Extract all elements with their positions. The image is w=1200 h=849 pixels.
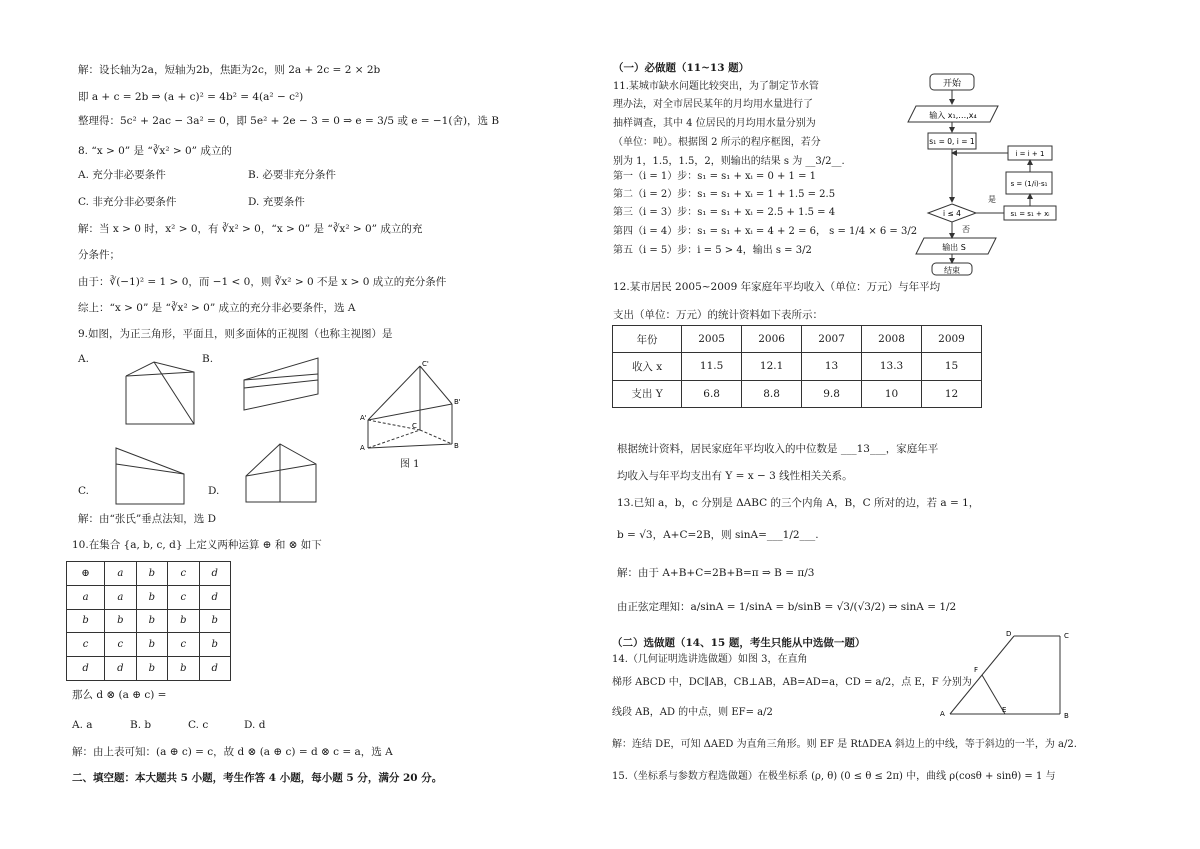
required-section-heading: （一）必做题（11~13 题） [613,62,750,74]
q12-line-2: 支出（单位：万元）的统计资料如下表所示： [613,309,823,321]
stat-cell: 6.8 [682,380,742,407]
op-cell: a [105,585,136,609]
q11-step-2: 第二（i = 2）步：s₁ = s₁ + xᵢ = 1 + 1.5 = 2.5 [613,189,836,200]
flow-inc: i = i + 1 [1015,150,1045,158]
q11-step-1: 第一（i = 1）步：s₁ = s₁ + xᵢ = 0 + 1 = 1 [613,171,816,182]
q9-label-b: B. [202,353,214,365]
stat-header-cell: 年份 [613,326,682,353]
table-row [67,633,231,657]
trapezoid-figure [938,628,1078,724]
table-row [613,380,982,407]
q12-solution-2: 均收入与年平均支出有 Y = x − 3 线性相关关系。 [617,470,853,482]
view-option-a [124,360,196,428]
stat-cell: 8.8 [742,380,802,407]
view-option-b [242,354,322,414]
op-cell: c [105,633,136,657]
op-cell: c [168,633,199,657]
q8-option-b: B. 必要非充分条件 [248,169,336,181]
op-cell: b [199,633,230,657]
q13-solution-1: 解：由于 A+B+C=2B+B=π ⇒ B = π/3 [617,567,815,579]
optional-section-heading: （二）选做题（14、15 题，考生只能从中选做一题） [612,637,866,649]
flow-calc: s = (1/i)·s₁ [1010,180,1048,188]
q14-solution: 解：连结 DE，可知 ΔAED 为直角三角形。则 EF 是 RtΔDEA 斜边上的中线，等于斜边的一半，为 a/2. [612,739,1077,750]
flow-output: 输出 S [942,243,966,252]
op-cell: b [136,609,167,633]
table-row [613,326,982,353]
stat-cell: 10 [862,380,922,407]
stat-header-cell: 2009 [922,326,982,353]
table-row [67,585,231,609]
op-header-cell: d [199,562,230,586]
trap-label-f: F [974,666,979,674]
op-header-cell: ⊕ [67,562,105,586]
figure-1-caption: 图 1 [400,459,420,470]
q12-solution-1: 根据统计资料，居民家庭年平均收入的中位数是 ___13___，家庭年平 [617,443,939,455]
op-cell: a [67,585,105,609]
stat-cell: 支出 Y [613,380,682,407]
flow-end: 结束 [944,266,960,275]
q10-option-d: D. d [244,719,266,731]
q8-solution-1: 解：当 x > 0 时，x² > 0，有 ∛x² > 0，“x > 0” 是 “∛x² > 0” 成立的充 [78,223,423,235]
q14-line-2: 梯形 ABCD 中，DC∥AB，CB⊥AB，AB=AD=a，CD = a/2，点 E，F 分别为 [612,677,972,688]
prism-label-b: B [454,442,459,450]
flow-no: 否 [962,225,970,234]
question-9: 9.如图，为正三角形，平面且，则多面体的正视图（也称主视图）是 [78,328,393,340]
prism-label-a1: A' [360,414,367,422]
flow-init: s₁ = 0, i = 1 [929,137,975,146]
trap-label-d: D [1006,630,1012,638]
op-cell: b [136,633,167,657]
op-header-cell: a [105,562,136,586]
prism-label-c1: C' [422,360,429,368]
prism-label-b1: B' [454,398,461,406]
q8-option-a: A. 充分非必要条件 [78,169,166,181]
view-option-c [114,444,188,506]
q9-label-c: C. [78,485,89,497]
q8-solution-3: 由于：∛(−1)² = 1 > 0，而 −1 < 0，则 ∛x² > 0 不是 x > 0 成立的充分条件 [78,276,447,288]
stat-cell: 13 [802,353,862,380]
q13-line-1: 13.已知 a，b，c 分别是 ΔABC 的三个内角 A，B，C 所对的边，若 a = 1， [617,497,980,509]
q10-solution: 解：由上表可知：(a ⊕ c) = c，故 d ⊗ (a ⊕ c) = d ⊗ c = a，选 A [72,746,393,758]
flow-input: 输入 x₁,…,x₄ [929,111,977,120]
stat-header-cell: 2006 [742,326,802,353]
stat-cell: 12.1 [742,353,802,380]
flowchart [900,70,1060,275]
stat-cell: 12 [922,380,982,407]
q14-line-3: 线段 AB，AD 的中点，则 EF= a/2 [612,707,773,718]
q11-step-4: 第四（i = 4）步：s₁ = s₁ + xᵢ = 4 + 2 = 6， s = 1/4 × 6 = 3/2 [613,226,918,237]
op-header-cell: c [168,562,199,586]
table-row [67,657,231,681]
q13-solution-2: 由正弦定理知：a/sinA = 1/sinA = b/sinB = √3/(√3/2) ⇒ sinA = 1/2 [617,601,957,613]
q11-line-5: 别为 1，1.5，1.5，2，则输出的结果 s 为 __3/2__. [613,156,845,167]
op-cell: b [199,609,230,633]
op-cell: c [168,585,199,609]
q12-line-1: 12.某市居民 2005~2009 年家庭年平均收入（单位：万元）与年平均 [613,281,941,293]
flow-start: 开始 [942,79,962,89]
q8-option-d: D. 充要条件 [248,196,305,208]
stat-cell: 13.3 [862,353,922,380]
prism-figure [360,360,460,456]
question-8: 8. “x > 0” 是 “∛x² > 0” 成立的 [78,145,232,157]
statistics-table [612,325,982,408]
q10-option-a: A. a [72,719,93,731]
op-cell: d [105,657,136,681]
q11-step-5: 第五（i = 5）步：i = 5 > 4，输出 s = 3/2 [613,245,812,256]
stat-header-cell: 2005 [682,326,742,353]
op-cell: b [67,609,105,633]
q11-line-3: 抽样调查，其中 4 位居民的月均用水量分别为 [613,118,816,129]
op-cell: b [105,609,136,633]
q9-label-a: A. [78,353,89,365]
prism-label-c: C [412,422,417,430]
q9-solution: 解：由“张氏”垂点法知，选 D [78,513,216,525]
stat-header-cell: 2008 [862,326,922,353]
stat-cell: 9.8 [802,380,862,407]
table-row [613,353,982,380]
op-cell: c [67,633,105,657]
trap-label-e: E [1002,706,1007,714]
q10-expression: 那么 d ⊗ (a ⊕ c) = [72,689,167,701]
q8-solution-2: 分条件； [78,249,120,261]
q8-solution-4: 综上：“x > 0” 是 “∛x² > 0” 成立的充分非必要条件，选 A [78,302,356,314]
question-10: 10.在集合 {a, b, c, d} 上定义两种运算 ⊕ 和 ⊗ 如下 [72,539,322,551]
solution-line-1: 解：设长轴为2a，短轴为2b，焦距为2c，则 2a + 2c = 2 × 2b [78,64,381,76]
op-cell: d [199,657,230,681]
op-cell: d [67,657,105,681]
q8-option-c: C. 非充分非必要条件 [78,196,177,208]
flow-cond: i ≤ 4 [943,209,961,218]
trap-label-b: B [1064,712,1069,720]
q10-option-c: C. c [188,719,209,731]
flow-acc: s₁ = s₁ + xᵢ [1010,210,1050,218]
op-header-cell: b [136,562,167,586]
op-cell: b [136,585,167,609]
q13-line-2: b = √3，A+C=2B，则 sinA=___1/2___. [617,529,819,541]
q11-line-4: （单位：吨）。根据图 2 所示的程序框图，若分 [613,137,821,148]
trap-label-a: A [940,710,945,718]
q11-step-3: 第三（i = 3）步：s₁ = s₁ + xᵢ = 2.5 + 1.5 = 4 [613,207,836,218]
stat-header-cell: 2007 [802,326,862,353]
trap-label-c: C [1064,632,1069,640]
solution-line-3: 整理得：5c² + 2ac − 3a² = 0，即 5e² + 2e − 3 = 0 ⇒ e = 3/5 或 e = −1(舍)，选 B [78,115,500,127]
stat-cell: 收入 x [613,353,682,380]
operation-table [66,561,231,681]
prism-label-a: A [360,444,365,452]
stat-cell: 11.5 [682,353,742,380]
stat-cell: 15 [922,353,982,380]
q9-label-d: D. [208,485,220,497]
q11-line-2: 理办法，对全市居民某年的月均用水量进行了 [613,99,813,110]
q14-line-1: 14.（几何证明选讲选做题）如图 3，在直角 [612,654,808,665]
question-15: 15.（坐标系与参数方程选做题）在极坐标系 (ρ, θ) (0 ≤ θ ≤ 2π) 中，曲线 ρ(cosθ + sinθ) = 1 与 [612,771,1056,782]
op-cell: b [168,609,199,633]
flow-yes: 是 [988,195,996,204]
solution-line-2: 即 a + c = 2b ⇒ (a + c)² = 4b² = 4(a² − c²) [78,91,304,103]
q11-line-1: 11.某城市缺水问题比较突出，为了制定节水管 [613,81,819,92]
section-2-heading: 二、填空题：本大题共 5 小题，考生作答 4 小题，每小题 5 分，满分 20 分。 [72,772,443,784]
view-option-d [244,442,320,504]
q10-option-b: B. b [130,719,152,731]
op-cell: b [168,657,199,681]
op-cell: d [199,585,230,609]
op-cell: b [136,657,167,681]
table-row [67,609,231,633]
